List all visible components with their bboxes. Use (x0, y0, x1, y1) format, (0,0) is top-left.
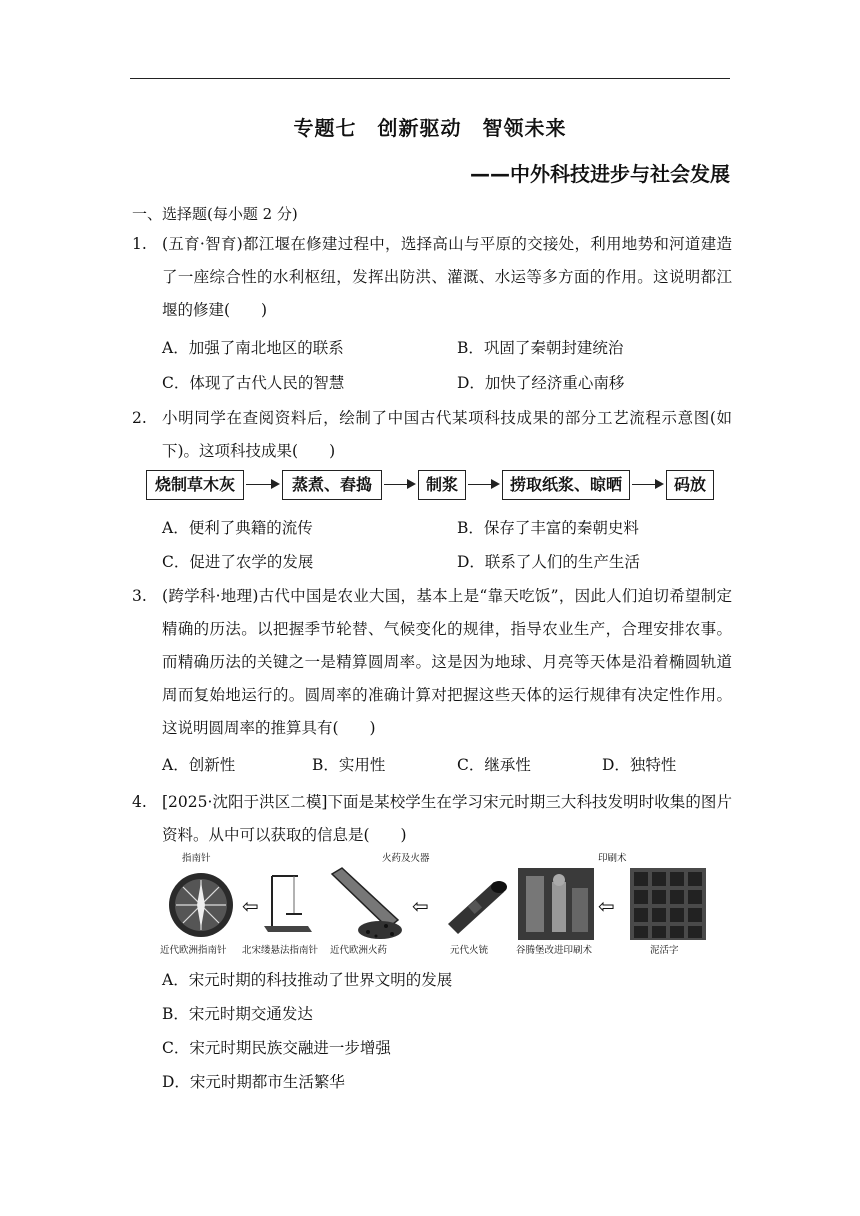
option-d[interactable]: D．独特性 (602, 756, 677, 774)
arrow-left-icon: ⇦ (242, 894, 259, 918)
page-title: 专题七 创新驱动 智领未来 (293, 116, 567, 140)
inventions-figure (160, 850, 720, 956)
option-b[interactable]: B．实用性 (312, 756, 386, 774)
question-3 (132, 580, 732, 745)
option-d[interactable]: D．宋元时期都市生活繁华 (162, 1073, 345, 1091)
option-c[interactable]: C．宋元时期民族交融进一步增强 (162, 1039, 391, 1057)
top-rule (130, 78, 730, 79)
option-d[interactable]: D．加快了经济重心南移 (457, 374, 625, 392)
option-c[interactable]: C．体现了古代人民的智慧 (162, 374, 345, 392)
option-c[interactable]: C．继承性 (457, 756, 531, 774)
question-2 (132, 402, 732, 468)
yuan-gun-image (442, 874, 510, 936)
process-flowchart (146, 470, 716, 504)
option-b[interactable]: B．宋元时期交通发达 (162, 1005, 313, 1023)
song-compass-image (264, 870, 312, 934)
figure-group-label: 印刷术 (598, 853, 627, 864)
figure-caption: 谷腾堡改进印刷术 (516, 945, 593, 956)
option-d[interactable]: D．联系了人们的生产生活 (457, 553, 640, 571)
figure-group-label: 指南针 (182, 853, 211, 864)
figure-caption: 元代火铳 (450, 945, 489, 956)
option-a[interactable]: A．便利了典籍的流传 (162, 519, 313, 537)
option-b[interactable]: B．巩固了秦朝封建统治 (457, 339, 624, 357)
flow-step-3: 制浆 (418, 470, 466, 500)
question-text: 小明同学在查阅资料后，绘制了中国古代某项科技成果的部分工艺流程示意图(如下)。这项科技成果( ) (162, 409, 732, 460)
question-number: 1. (132, 235, 147, 253)
european-gunpowder-image (328, 866, 408, 942)
flow-arrow (468, 484, 498, 485)
figure-caption: 近代欧洲火药 (330, 945, 388, 956)
arrow-left-icon: ⇦ (412, 894, 429, 918)
figure-caption: 泥活字 (650, 945, 679, 956)
option-a[interactable]: A．宋元时期的科技推动了世界文明的发展 (162, 971, 453, 989)
flow-step-1: 烧制草木灰 (146, 470, 244, 500)
figure-group-label: 火药及火器 (382, 853, 430, 864)
question-text: (五育·智育)都江堰在修建过程中，选择高山与平原的交接处，利用地势和河道建造了一座综合性的水利枢纽，发挥出防洪、灌溉、水运等多方面的作用。这说明都江堰的修建( ) (162, 235, 732, 319)
question-number: 3. (132, 587, 147, 605)
option-c[interactable]: C．促进了农学的发展 (162, 553, 314, 571)
question-text: [2025·沈阳于洪区二模]下面是某校学生在学习宋元时期三大科技发明时收集的图片资料。从中可以获取的信息是( ) (162, 793, 732, 844)
question-text: (跨学科·地理)古代中国是农业大国，基本上是“靠天吃饭”，因此人们迫切希望制定精确的历法。以把握季节轮替、气候变化的规律，指导农业生产，合理安排农事。而精确历法的关键之一是精算圆周率。这是因为地球、月亮等天体是沿着椭圆轨道周而复始地运行的。圆周率的准确计算对把握这些天体的运行规律有决定性作用。这说明圆周率的推算具有( ) (162, 587, 732, 737)
question-number: 2. (132, 409, 147, 427)
option-b[interactable]: B．保存了丰富的秦朝史料 (457, 519, 639, 537)
question-4 (132, 786, 732, 852)
flow-arrow (384, 484, 414, 485)
flow-step-4: 捞取纸浆、晾晒 (502, 470, 630, 500)
option-a[interactable]: A．创新性 (162, 756, 236, 774)
question-1 (132, 228, 732, 327)
page-subtitle: ——中外科技进步与社会发展 (470, 162, 730, 186)
option-a[interactable]: A．加强了南北地区的联系 (162, 339, 344, 357)
arrow-left-icon: ⇦ (598, 894, 615, 918)
flow-step-2: 蒸煮、舂捣 (282, 470, 382, 500)
flow-arrow (246, 484, 278, 485)
question-number: 4. (132, 793, 147, 811)
figure-caption: 近代欧洲指南针 (160, 945, 227, 956)
flow-step-5: 码放 (666, 470, 714, 500)
figure-caption: 北宋缕悬法指南针 (242, 945, 319, 956)
clay-type-image (630, 868, 706, 940)
european-compass-image (164, 870, 238, 940)
gutenberg-press-image (518, 868, 594, 940)
section-heading: 一、选择题(每小题 2 分) (132, 205, 298, 223)
flow-arrow (632, 484, 662, 485)
